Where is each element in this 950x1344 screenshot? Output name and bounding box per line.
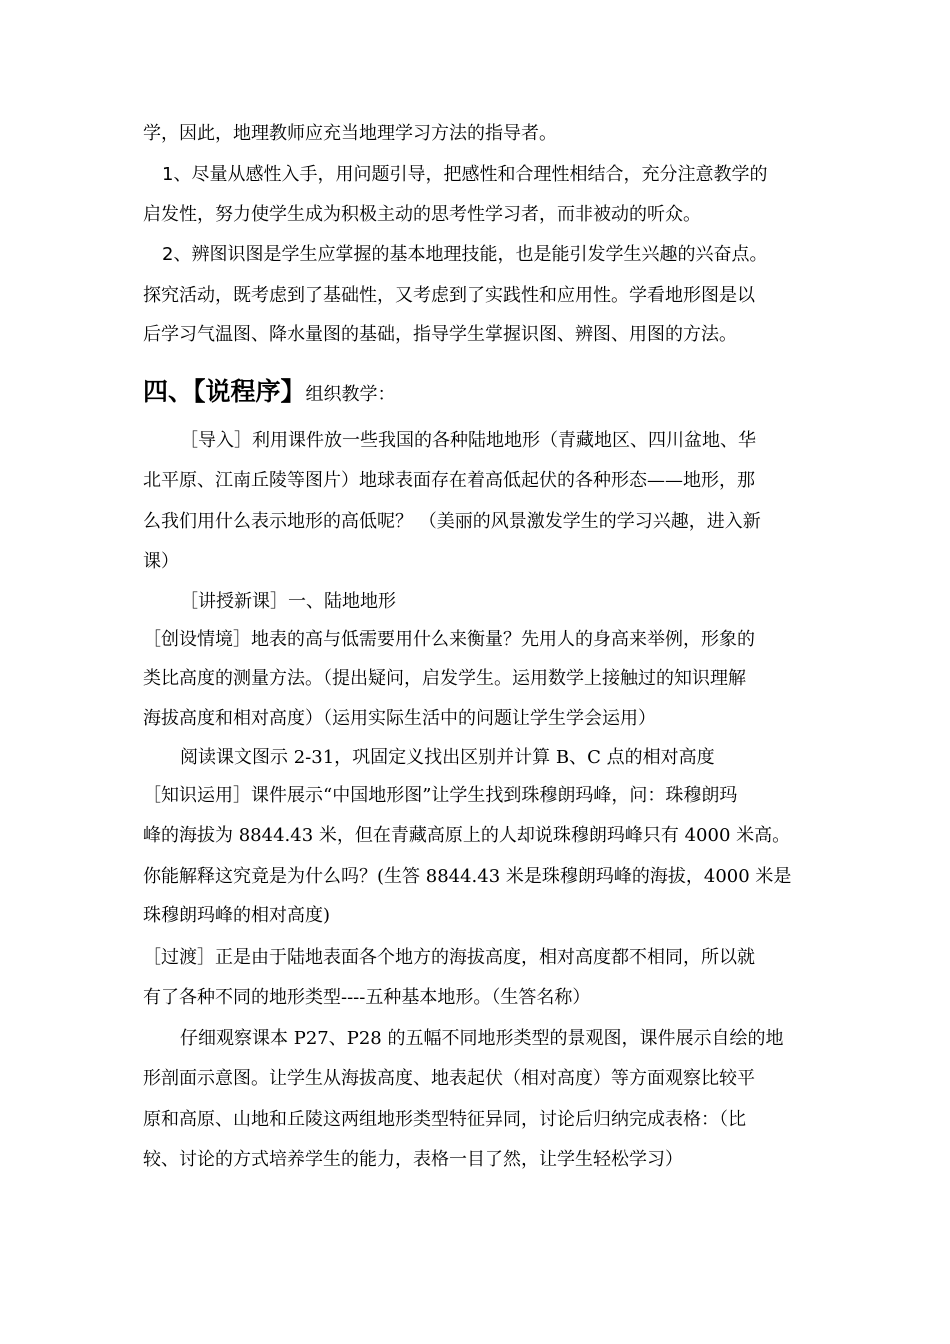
- text-line-14: 海拔高度和相对高度）（运用实际生活中的问题让学生学会运用）: [143, 708, 656, 729]
- text-line-4: 2、辨图识图是学生应掌握的基本地理技能，也是能引发学生兴趣的兴奋点。: [162, 244, 768, 265]
- text-line-20: ［过渡］正是由于陆地表面各个地方的海拔高度，相对高度都不相同，所以就: [143, 947, 755, 968]
- section-heading: [143, 372, 396, 408]
- text-line-22: 仔细观察课本 P27、P28 的五幅不同地形类型的景观图，课件展示自绘的地: [180, 1028, 784, 1049]
- text-line-25: 较、讨论的方式培养学生的能力，表格一目了然，让学生轻松学习）: [143, 1149, 683, 1170]
- text-line-12: ［创设情境］地表的高与低需要用什么来衡量？先用人的身高来举例，形象的: [143, 629, 755, 650]
- text-line-8: 北平原、江南丘陵等图片）地球表面存在着高低起伏的各种形态——地形，那: [143, 470, 755, 491]
- text-line-16: ［知识运用］课件展示“中国地形图”让学生找到珠穆朗玛峰，问：珠穆朗玛: [143, 785, 738, 806]
- text-line-18: 你能解释这究竟是为什么吗？(生答 8844.43 米是珠穆朗玛峰的海拔，4000 米是: [143, 866, 792, 887]
- text-line-3: 启发性，努力使学生成为积极主动的思考性学习者，而非被动的听众。: [143, 204, 701, 225]
- text-line-10: 课）: [143, 551, 179, 572]
- text-line-24: 原和高原、山地和丘陵这两组地形类型特征异同，讨论后归纳完成表格：（比: [143, 1109, 746, 1130]
- text-line-7: ［导入］利用课件放一些我国的各种陆地地形（青藏地区、四川盆地、华: [180, 430, 756, 451]
- text-line-19: 珠穆朗玛峰的相对高度): [143, 905, 331, 926]
- text-line-1: 学，因此，地理教师应充当地理学习方法的指导者。: [143, 123, 557, 144]
- text-line-5: 探究活动，既考虑到了基础性，又考虑到了实践性和应用性。学看地形图是以: [143, 285, 755, 306]
- text-line-11: ［讲授新课］一、陆地地形: [180, 591, 396, 612]
- text-line-13: 类比高度的测量方法。（提出疑问，启发学生。运用数学上接触过的知识理解: [143, 668, 746, 689]
- text-line-6: 后学习气温图、降水量图的基础，指导学生掌握识图、辨图、用图的方法。: [143, 324, 737, 345]
- text-line-9: 么我们用什么表示地形的高低呢？ （美丽的风景激发学生的学习兴趣，进入新: [143, 511, 761, 532]
- text-line-21: 有了各种不同的地形类型----五种基本地形。（生答名称）: [143, 987, 591, 1008]
- text-line-15: 阅读课文图示 2-31，巩固定义找出区别并计算 B、C 点的相对高度: [180, 747, 715, 768]
- text-line-2: 1、尽量从感性入手，用问题引导，把感性和合理性相结合，充分注意教学的: [162, 164, 768, 185]
- section-heading-sub: 组织教学：: [305, 384, 396, 405]
- text-line-17: 峰的海拔为 8844.43 米，但在青藏高原上的人却说珠穆朗玛峰只有 4000 米高。: [143, 825, 791, 846]
- text-line-23: 形剖面示意图。让学生从海拔高度、地表起伏（相对高度）等方面观察比较平: [143, 1068, 755, 1089]
- section-heading-main: 四、【说程序】: [143, 377, 306, 406]
